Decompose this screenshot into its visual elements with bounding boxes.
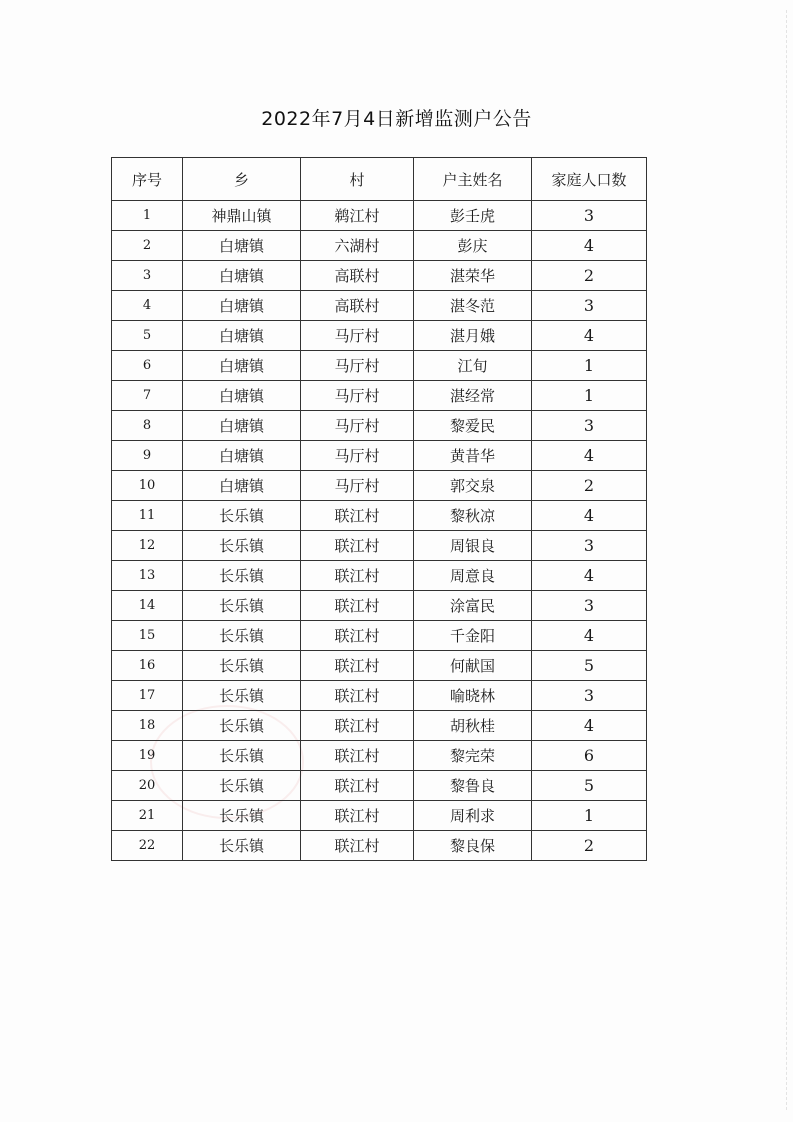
table-row xyxy=(112,291,647,321)
village-cell: 联江村 xyxy=(301,831,414,861)
family-size-cell: 3 xyxy=(532,681,647,711)
family-size-cell: 4 xyxy=(532,621,647,651)
serial-cell: 19 xyxy=(112,741,183,771)
township-cell: 长乐镇 xyxy=(183,561,301,591)
township-cell: 白塘镇 xyxy=(183,261,301,291)
village-cell: 联江村 xyxy=(301,771,414,801)
serial-cell: 2 xyxy=(112,231,183,261)
village-cell: 马厅村 xyxy=(301,351,414,381)
table-row xyxy=(112,561,647,591)
householder-cell: 喻晓林 xyxy=(414,681,532,711)
serial-cell: 4 xyxy=(112,291,183,321)
township-cell: 神鼎山镇 xyxy=(183,201,301,231)
village-cell: 马厅村 xyxy=(301,471,414,501)
table-row xyxy=(112,351,647,381)
page-edge xyxy=(785,10,787,1110)
householder-cell: 黎完荣 xyxy=(414,741,532,771)
township-cell: 白塘镇 xyxy=(183,411,301,441)
serial-cell: 16 xyxy=(112,651,183,681)
householder-cell: 千金阳 xyxy=(414,621,532,651)
family-size-cell: 4 xyxy=(532,231,647,261)
householder-cell: 何献国 xyxy=(414,651,532,681)
householder-cell: 周银良 xyxy=(414,531,532,561)
table-row xyxy=(112,201,647,231)
village-cell: 高联村 xyxy=(301,261,414,291)
village-cell: 联江村 xyxy=(301,501,414,531)
family-size-cell: 4 xyxy=(532,441,647,471)
householder-cell: 湛月娥 xyxy=(414,321,532,351)
village-cell: 联江村 xyxy=(301,561,414,591)
village-cell: 联江村 xyxy=(301,801,414,831)
township-cell: 长乐镇 xyxy=(183,531,301,561)
township-cell: 白塘镇 xyxy=(183,351,301,381)
village-cell: 马厅村 xyxy=(301,381,414,411)
township-cell: 长乐镇 xyxy=(183,681,301,711)
family-size-cell: 3 xyxy=(532,531,647,561)
header-householder: 户主姓名 xyxy=(414,158,532,201)
serial-cell: 21 xyxy=(112,801,183,831)
householder-cell: 湛荣华 xyxy=(414,261,532,291)
serial-cell: 15 xyxy=(112,621,183,651)
family-size-cell: 4 xyxy=(532,321,647,351)
householder-cell: 胡秋桂 xyxy=(414,711,532,741)
township-cell: 长乐镇 xyxy=(183,591,301,621)
householder-cell: 黎爱民 xyxy=(414,411,532,441)
householder-cell: 周意良 xyxy=(414,561,532,591)
serial-cell: 1 xyxy=(112,201,183,231)
householder-cell: 湛经常 xyxy=(414,381,532,411)
family-size-cell: 3 xyxy=(532,411,647,441)
serial-cell: 14 xyxy=(112,591,183,621)
serial-cell: 7 xyxy=(112,381,183,411)
township-cell: 长乐镇 xyxy=(183,771,301,801)
township-cell: 白塘镇 xyxy=(183,441,301,471)
householder-cell: 江旬 xyxy=(414,351,532,381)
table-row xyxy=(112,741,647,771)
village-cell: 联江村 xyxy=(301,531,414,561)
township-cell: 长乐镇 xyxy=(183,711,301,741)
village-cell: 联江村 xyxy=(301,621,414,651)
table-row xyxy=(112,411,647,441)
householder-cell: 黎鲁良 xyxy=(414,771,532,801)
table-row xyxy=(112,501,647,531)
township-cell: 白塘镇 xyxy=(183,321,301,351)
header-village: 村 xyxy=(301,158,414,201)
householder-cell: 周利求 xyxy=(414,801,532,831)
village-cell: 联江村 xyxy=(301,681,414,711)
table-row xyxy=(112,321,647,351)
serial-cell: 17 xyxy=(112,681,183,711)
serial-cell: 8 xyxy=(112,411,183,441)
family-size-cell: 4 xyxy=(532,711,647,741)
township-cell: 长乐镇 xyxy=(183,501,301,531)
family-size-cell: 2 xyxy=(532,831,647,861)
village-cell: 马厅村 xyxy=(301,321,414,351)
village-cell: 马厅村 xyxy=(301,411,414,441)
serial-cell: 9 xyxy=(112,441,183,471)
table-body xyxy=(112,201,647,861)
document-title: 2022年7月4日新增监测户公告 xyxy=(261,108,532,130)
serial-cell: 3 xyxy=(112,261,183,291)
table-row xyxy=(112,381,647,411)
township-cell: 长乐镇 xyxy=(183,831,301,861)
township-cell: 白塘镇 xyxy=(183,231,301,261)
header-family-size: 家庭人口数 xyxy=(532,158,647,201)
table-row xyxy=(112,591,647,621)
table-row xyxy=(112,651,647,681)
village-cell: 联江村 xyxy=(301,741,414,771)
householder-cell: 黎良保 xyxy=(414,831,532,861)
householder-cell: 涂富民 xyxy=(414,591,532,621)
family-size-cell: 2 xyxy=(532,261,647,291)
township-cell: 长乐镇 xyxy=(183,741,301,771)
header-township: 乡 xyxy=(183,158,301,201)
village-cell: 鹈江村 xyxy=(301,201,414,231)
family-size-cell: 2 xyxy=(532,471,647,501)
table-row xyxy=(112,831,647,861)
table-row xyxy=(112,231,647,261)
family-size-cell: 1 xyxy=(532,801,647,831)
table-row xyxy=(112,681,647,711)
householder-cell: 黎秋凉 xyxy=(414,501,532,531)
table-row xyxy=(112,441,647,471)
serial-cell: 6 xyxy=(112,351,183,381)
township-cell: 白塘镇 xyxy=(183,471,301,501)
family-size-cell: 3 xyxy=(532,201,647,231)
table-row xyxy=(112,621,647,651)
village-cell: 高联村 xyxy=(301,291,414,321)
header-serial: 序号 xyxy=(112,158,183,201)
village-cell: 马厅村 xyxy=(301,441,414,471)
family-size-cell: 4 xyxy=(532,561,647,591)
serial-cell: 10 xyxy=(112,471,183,501)
serial-cell: 11 xyxy=(112,501,183,531)
table-row xyxy=(112,771,647,801)
family-size-cell: 3 xyxy=(532,291,647,321)
serial-cell: 12 xyxy=(112,531,183,561)
householder-cell: 黄昔华 xyxy=(414,441,532,471)
table-row xyxy=(112,471,647,501)
family-size-cell: 4 xyxy=(532,501,647,531)
serial-cell: 18 xyxy=(112,711,183,741)
serial-cell: 22 xyxy=(112,831,183,861)
township-cell: 白塘镇 xyxy=(183,381,301,411)
village-cell: 联江村 xyxy=(301,711,414,741)
family-size-cell: 1 xyxy=(532,381,647,411)
table-row xyxy=(112,261,647,291)
table-row xyxy=(112,801,647,831)
householder-cell: 彭庆 xyxy=(414,231,532,261)
village-cell: 联江村 xyxy=(301,591,414,621)
family-size-cell: 3 xyxy=(532,591,647,621)
table-row xyxy=(112,711,647,741)
township-cell: 长乐镇 xyxy=(183,801,301,831)
table-header-row xyxy=(112,158,647,201)
householder-cell: 彭壬虎 xyxy=(414,201,532,231)
family-size-cell: 1 xyxy=(532,351,647,381)
township-cell: 长乐镇 xyxy=(183,621,301,651)
family-size-cell: 5 xyxy=(532,651,647,681)
family-size-cell: 5 xyxy=(532,771,647,801)
serial-cell: 5 xyxy=(112,321,183,351)
table-row xyxy=(112,531,647,561)
serial-cell: 13 xyxy=(112,561,183,591)
village-cell: 联江村 xyxy=(301,651,414,681)
township-cell: 白塘镇 xyxy=(183,291,301,321)
family-size-cell: 6 xyxy=(532,741,647,771)
householder-cell: 湛冬范 xyxy=(414,291,532,321)
monitoring-household-table xyxy=(111,157,647,861)
serial-cell: 20 xyxy=(112,771,183,801)
township-cell: 长乐镇 xyxy=(183,651,301,681)
village-cell: 六湖村 xyxy=(301,231,414,261)
householder-cell: 郭交泉 xyxy=(414,471,532,501)
